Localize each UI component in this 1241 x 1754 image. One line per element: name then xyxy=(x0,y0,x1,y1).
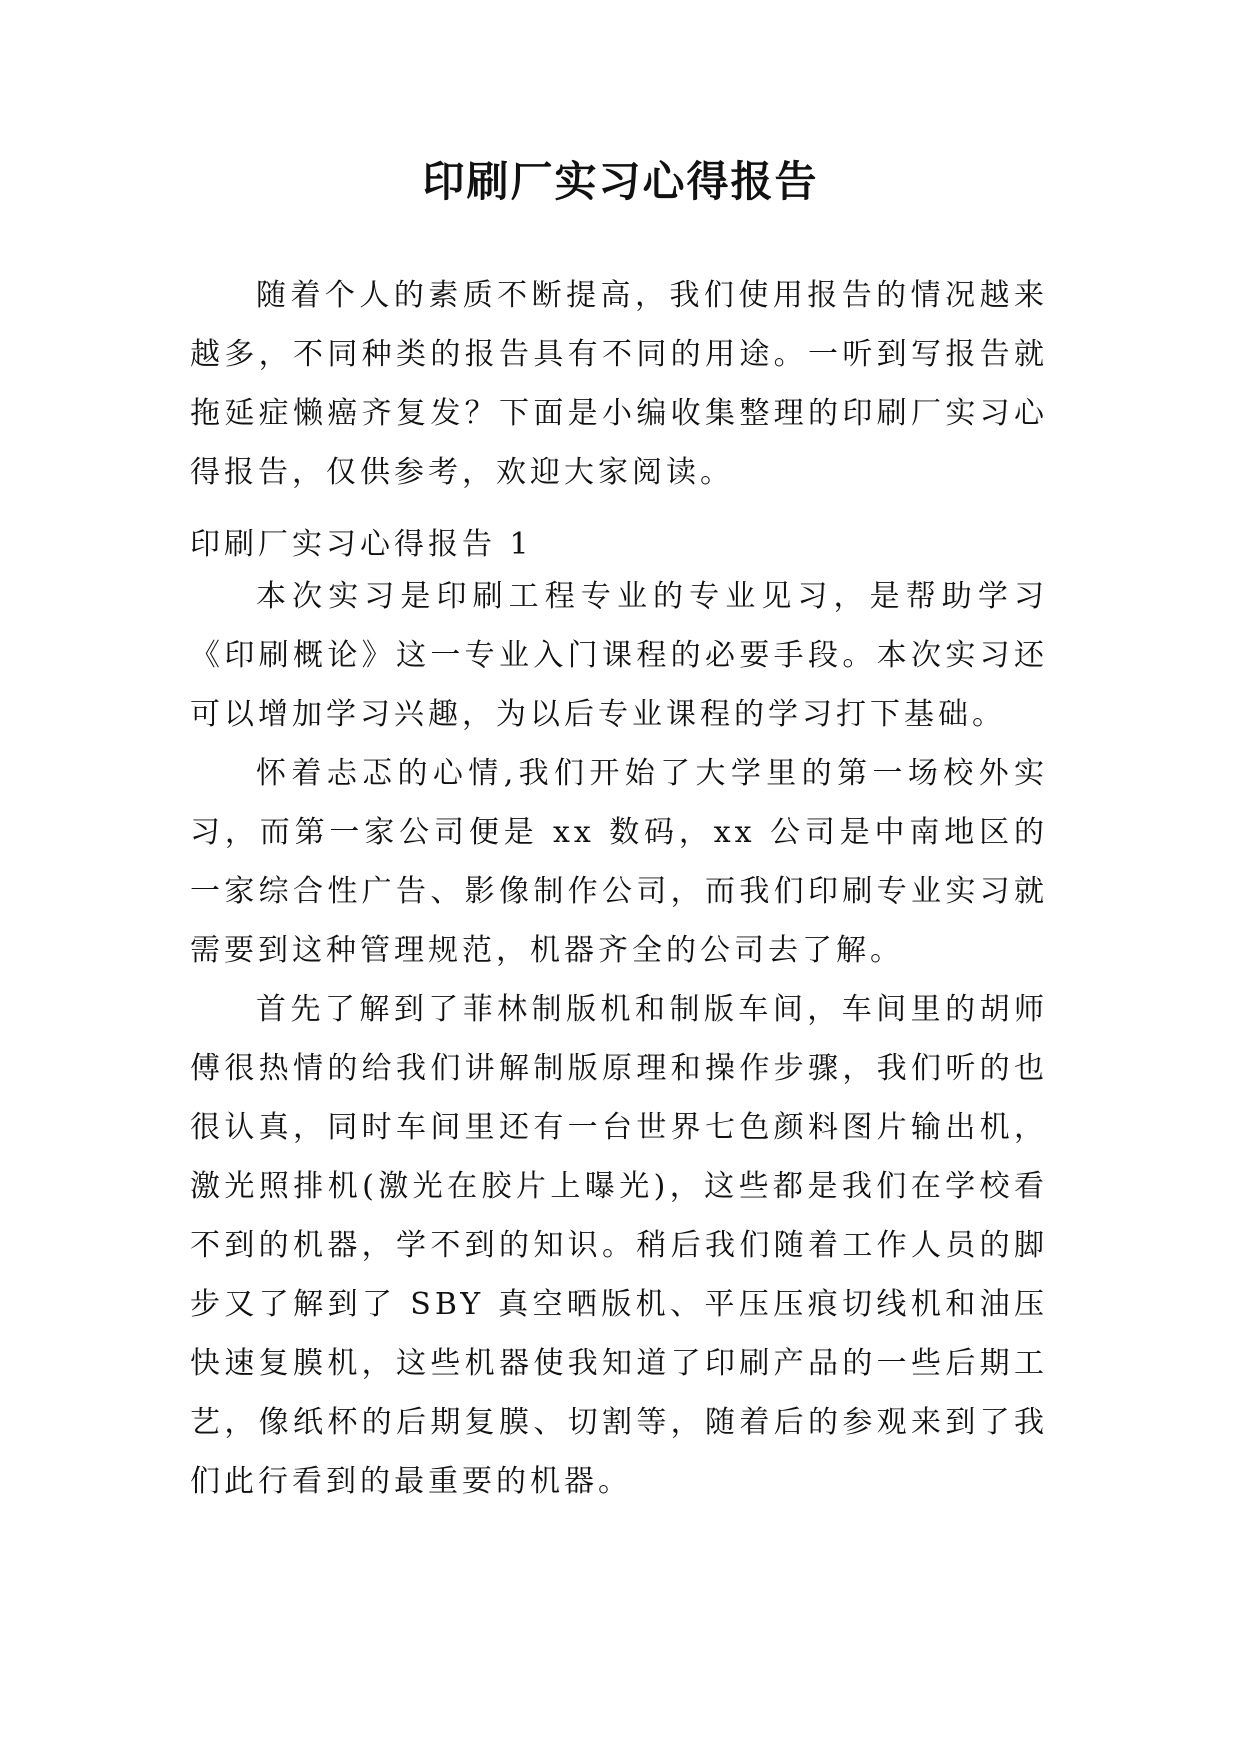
intro-paragraph: 随着个人的素质不断提高，我们使用报告的情况越来越多，不同种类的报告具有不同的用途。一听到写报告就拖延症懒癌齐复发？下面是小编收集整理的印刷厂实习心得报告，仅供参考，欢迎大家阅读。 xyxy=(190,278,1048,490)
section-heading: 印刷厂实习心得报告 1 xyxy=(190,527,533,562)
body-paragraph-3: 首先了解到了菲林制版机和制版车间，车间里的胡师傅很热情的给我们讲解制版原理和操作步骤，我们听的也很认真，同时车间里还有一台世界七色颜料图片输出机，激光照排机(激光在胶片上曝光)，这些都是我们在学校看不到的机器，学不到的知识。稍后我们随着工作人员的脚步又了解到了 SBY 真空晒版机、平压压痕切线机和油压快速复膜机，这些机器使我知道了印刷产品的一些后期工艺，像纸杯的后期复膜、切割等，随着后的参观来到了我们此行看到的最重要的机器。 xyxy=(190,992,1048,1499)
section-body xyxy=(190,567,1048,1511)
intro-block xyxy=(190,266,1048,502)
body-paragraph-2: 怀着忐忑的心情,我们开始了大学里的第一场校外实习，而第一家公司便是 xx 数码，xx 公司是中南地区的一家综合性广告、影像制作公司，而我们印刷专业实习就需要到这种管理规范，机器齐全的公司去了解。 xyxy=(190,756,1048,968)
body-paragraph-1: 本次实习是印刷工程专业的专业见习，是帮助学习《印刷概论》这一专业入门课程的必要手段。本次实习还可以增加学习兴趣，为以后专业课程的学习打下基础。 xyxy=(190,579,1048,732)
document-title: 印刷厂实习心得报告 xyxy=(422,157,819,206)
